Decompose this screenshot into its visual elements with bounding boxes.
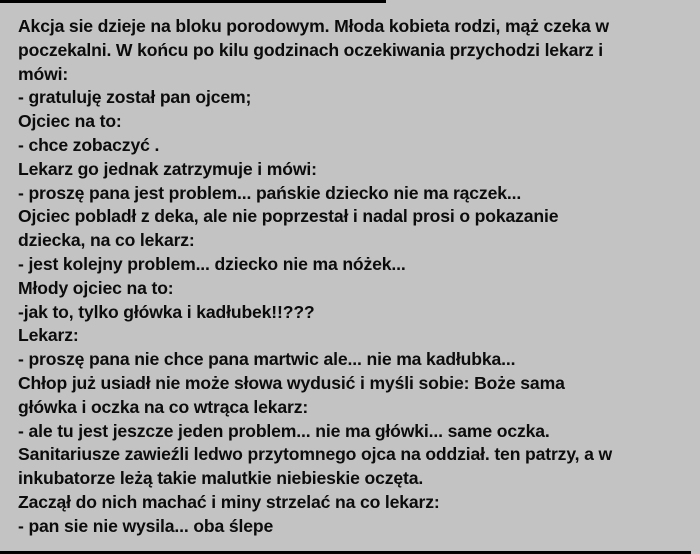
joke-line: dziecka, na co lekarz: [18,230,195,251]
joke-line: Lekarz: [18,325,79,346]
joke-line: - proszę pana nie chce pana martwic ale... nie ma kadłubka... [18,349,516,370]
joke-line: główka i oczka na co wtrąca lekarz: [18,396,309,417]
top-scan-edge-line [0,0,386,3]
joke-line: -jak to, tylko główka i kadłubek!!??? [18,301,315,322]
joke-line: - pan sie nie wysila... oba ślepe [18,515,274,536]
joke-line: - ale tu jest jeszcze jeden problem... nie ma główki... same oczka. [18,420,550,441]
joke-line: - proszę pana jest problem... pańskie dziecko nie ma rączek... [18,182,522,203]
joke-line: - jest kolejny problem... dziecko nie ma nóżek... [18,253,406,274]
joke-line: Ojciec pobladł z deka, ale nie poprzestał i nadal prosi o pokazanie [18,206,559,227]
joke-line: Zaczął do nich machać i miny strzelać na co lekarz: [18,491,440,512]
joke-line: mówi: [18,63,69,84]
joke-line: Akcja sie dzieje na bloku porodowym. Młoda kobieta rodzi, mąż czeka w [18,16,609,36]
joke-text [18,15,694,539]
joke-line: Sanitariusze zawieźli ledwo przytomnego ojca na oddział. ten patrzy, a w [18,444,613,465]
joke-line: Ojciec na to: [18,111,122,132]
joke-line: Chłop już usiadł nie może słowa wydusić i myśli sobie: Boże sama [18,372,565,393]
joke-line: - chce zobaczyć . [18,134,160,155]
joke-line: Młody ojciec na to: [18,277,174,298]
joke-line: - gratuluję został pan ojcem; [18,87,252,108]
joke-line: inkubatorze leżą takie malutkie niebieskie oczęta. [18,468,424,489]
joke-line: poczekalni. W końcu po kilu godzinach oczekiwania przychodzi lekarz i [18,39,604,60]
joke-line: Lekarz go jednak zatrzymuje i mówi: [18,158,317,179]
